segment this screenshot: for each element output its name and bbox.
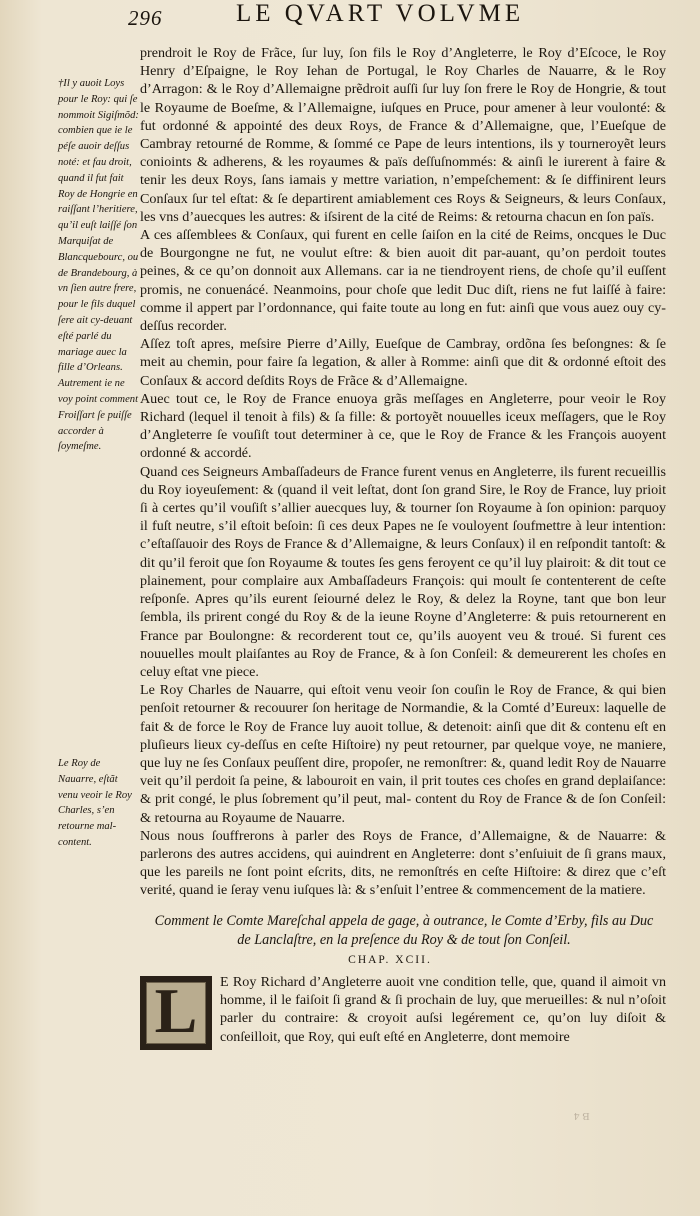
running-head: LE QVART VOLVME	[236, 0, 525, 27]
signature-mark-bleed: B 4	[574, 1110, 590, 1122]
chapter-title: Comment le Comte Mareſchal appela de gage, à outrance, le Comte d’Erby, fils au Duc de Lanclaſtre, en la preſence du Roy & de tout ſon Conſeil.	[154, 913, 654, 948]
initial-letter: L	[154, 975, 198, 1046]
paragraph: Quand ces Seigneurs Ambaſſadeurs de France furent venus en Angleterre, ils furent recueillis du Roy ioyeuſement: & (quand il veit leſtat, dont ſon grand Sire, le Roy de France, luy prioit ſi à certes qu’il vouſiſt s’allier auecques luy, & tourner ſon Royaume à ſon opinion: parquoy il fuſt neutre, s’il eſtoit beſoin: ſi ces deux Papes ne ſe vouloyent ſoufmettre à leur intention: c’eſtaſſauoir des Roys de France & d’Allemaigne, & leurs Conſaux) il en reſpondit tantoſt: & dit qu’il feroit que ſon Royaume & toutes ſes gens feroyent ce qu’il luy plairoit: & dit tout ce plainement, pour complaire aux Ambaſſadeurs François: qui moult ſe contenterent de ceſte reſponſe. Apres qu’ils eurent ſeiourné delez le Roy, & delez la Royne, tant que bon leur ſembla, ils prirent congé du Roy & de la ieune Royne d’Angleterre: & puis retournerent en France par Boulongne: & recorderent tout ce, qu’ils auoyent veu & troué. Si furent ces nouuelles moult plaiſantes au Roy de France, & à ſon Conſeil: & demeurerent les choſes en celuy eſtat vne piece.	[140, 463, 666, 680]
main-text	[140, 44, 666, 900]
paragraph: Nous nous ſouffrerons à parler des Roys de France, d’Allemaigne, & de Nauarre: & parlerons des autres accidens, qui auindrent en Angleterre: dont s’enſuiuit de ſi grans maux, que les pareils ne ſont point eſcrits, dits, ne remonſtrés en ceſte Hiſtoire: & direz que c’eſt verité, quand ie ſeray venu iuſques là: & s’enſuit l’entree & commencement de la matiere.	[140, 827, 666, 899]
page-header	[128, 2, 688, 48]
paragraph: Aſſez toſt apres, meſsire Pierre d’Ailly, Eueſque de Cambray, ordõna ſes beſongnes: & ſe meit au chemin, pour faire ſa legation, & aller à Romme: ainſi que dit & ordonné eſtoit des Conſaux & accord deſdits Roys de Frãce & d’Allemaigne.	[140, 336, 666, 389]
chapter-text: E Roy Richard d’Angleterre auoit vne condition telle, que, quand il aimoit vn homme, il le faiſoit ſi grand & ſi prochain de luy, que merueilles: & nul n’oſoit parler du contraire: & croyoit auſsi legérement ce, qu’on luy diſoit & conſeilloit, que Roy, qui euſt eſté en Angleterre, dont memoire	[220, 974, 666, 1045]
sidenote-sigismund: †Il y auoit Loys pour le Roy: qui ſe nommoit Sigiſmõd: combien que ie le péſe auoir deſſus noté: et fau droit, quand il fut fait Roy de Hongrie en raiſſant l’heritiere, qu’il euſt laiſſé ſon Marquiſat de Blancquebourc, ou de Brandebourg, à vn ſien autre frere, pour le fils duquel ſere ait cy-deuant eſté parlé du mariage auec la fille d’Orleans. Autrement ie ne voy point comment Froiſſart ſe puiſſe accorder à ſoymeſme.	[58, 78, 139, 453]
chapter-body	[140, 973, 666, 1050]
paragraph: Auec tout ce, le Roy de France enuoya grãs meſſages en Angleterre, pour veoir le Roy Richard (lequel il tenoit à fils) & ſa fille: & portoyẽt nouuelles iceux meſſagers, que le Roy d’Angleterre ſe vouſiſt tout determiner à ce, que le Roy de France & les François auoyent ordonné & accordé.	[140, 390, 666, 462]
decorated-initial	[140, 976, 212, 1050]
page-number: 296	[128, 6, 163, 30]
sidenote-navarre: Le Roy de Nauarre, eſtãt venu veoir le Roy Charles, s’en retourne mal-content.	[58, 758, 132, 848]
chapter-number: CHAP. XCII.	[348, 954, 432, 966]
paragraph: Le Roy Charles de Nauarre, qui eſtoit venu veoir ſon couſin le Roy de France, & qui bien penſoit retourner & recouurer ſon heritage de Normandie, & la Comté d’Eureux: laquelle de fait & de force le Roy de France luy auoit tollue, & detenoit: ainſi que dit & contenu eſt en pluſieurs lieux cy-deſſus en ceſte Hiſtoire) ny peut retourner, par quelque voye, ne maniere, que luy ne ſes Conſaux peuſſent dire, propoſer, ne remonſtrer: &, quand ledit Roy de Nauarre veit qu’il perdoit ſa peine, & labouroit en vain, il prit toutes ces choſes en grand deplaiſance: & prit congé, le plus ſobrement qu’il peut, mal- content du Roy de France & de ſon Conſeil: & retourna au Royaume de Nauarre.	[140, 682, 666, 826]
paragraph: A ces aſſemblees & Conſaux, qui furent en celle ſaiſon en la cité de Reims, oncques le Duc de Bourgongne ne fut, ne voulut eſtre: & bien auoit dit par-auant, qu’on perdoit toutes peines, & ce qu’on donnoit aux Allemans. car ia ne tiendroyent riens, de choſe qu’il euſſent promis, ne conuenácé. Neanmoins, pour choſe que ledit Duc diſt, riens ne fut laiſſé à faire: comme il appert par l’ordonnance, qui faite toute au long en fut: ainſi que vous auez ouy cy-deſſus recorder.	[140, 227, 666, 335]
paragraph: prendroit le Roy de Frãce, ſur luy, ſon fils le Roy d’Angleterre, le Roy d’Eſcoce, le Roy Henry d’Eſpaigne, le Roy Iehan de Portugal, le Roy Charles de Nauarre, & le Roy d’Arragon: & le Roy d’Allemaigne prẽdroit auſſi ſur luy ſon frere le Roy de Hongrie, & tout le Royaume de Boeſme, & l’Allemaigne, iuſques en Pruce, pour amener à leur voulonté: & fut ordonné & appointé des deux Roys, de France & d’Allemaigne, que, l’Eueſque de Cambray retourné de Romme, & ſommé ce Pape de leurs intentions, ils y tourneroyẽt leurs conioints & adherens, & les royaumes & païs deſſuſnommés: & ainſi le iurerent à faire & tenir les deux Roys, ſans iamais y mettre variation, n’empeſchement: & ſe diffinirent leurs Conſaux ſur tel eſtat: & ſe departirent amiablement ces Roys & Seigneurs, & leurs Conſaux, les vns d’auecques les autres: & iſsirent de la cité de Reims: & retourna chacun en ſon païs.	[140, 45, 666, 225]
